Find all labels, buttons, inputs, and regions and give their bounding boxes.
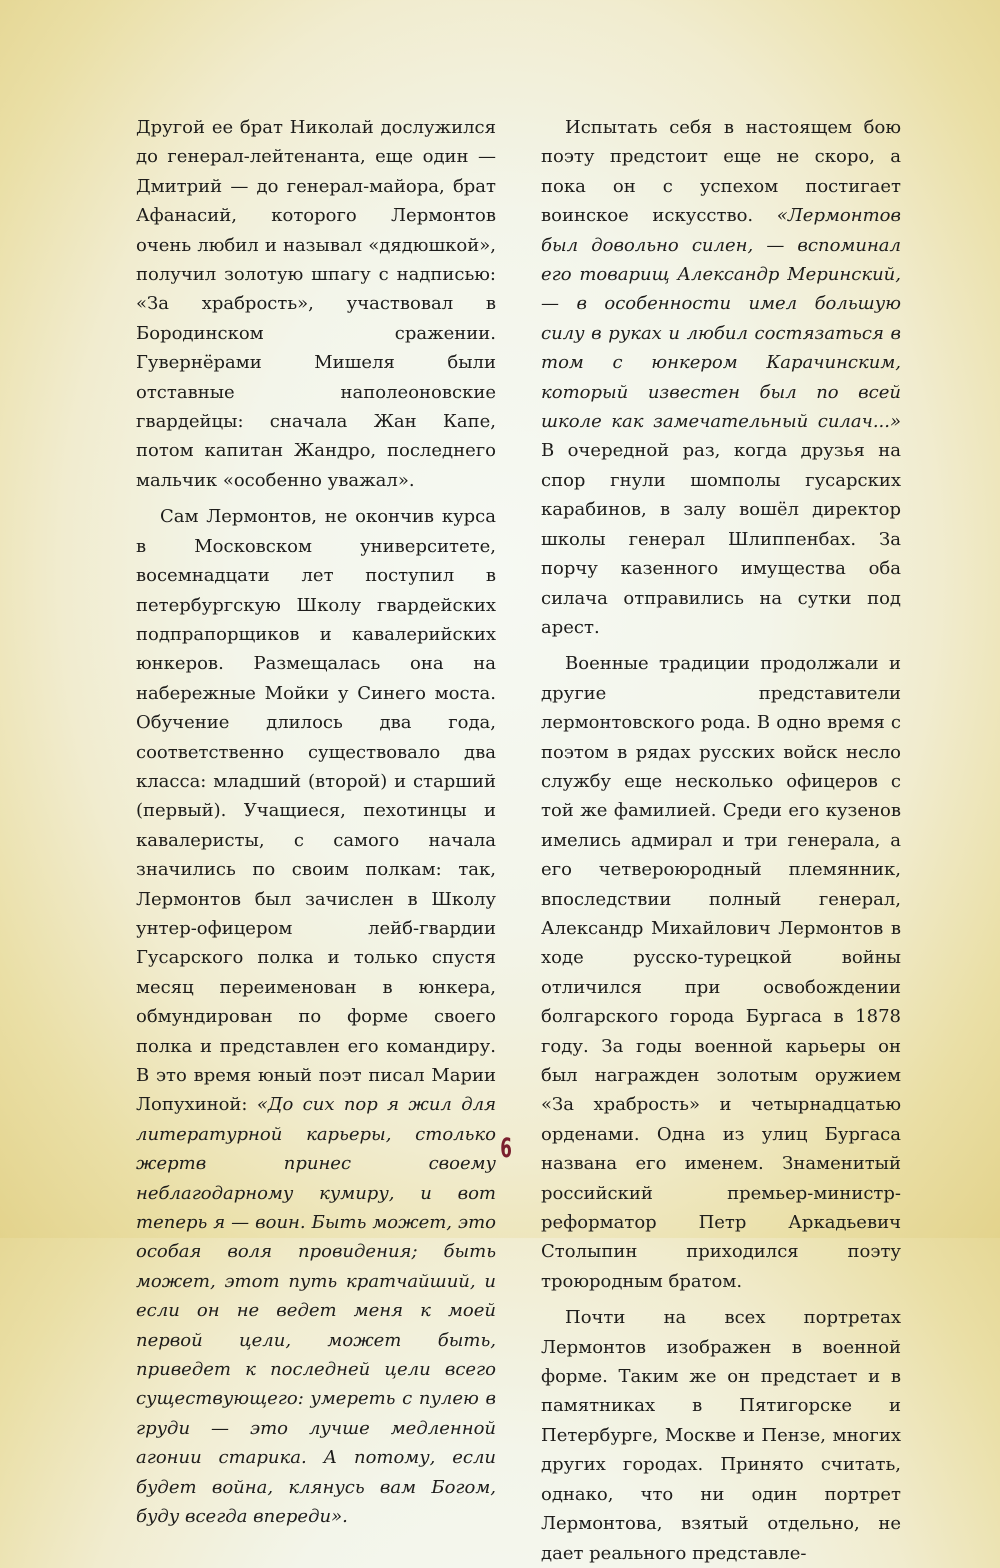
left-column	[136, 113, 496, 1532]
right-paragraph-1-end: В очередной раз, когда друзья на спор гнули шомполы гусарских карабинов, в залу вошёл директор школы генерал Шлиппенбах. За порчу казенного имущества оба силача отправились на сутки под арест.	[541, 440, 901, 638]
left-paragraph-1: Другой ее брат Николай дослужился до генерал-лейтенанта, еще один — Дмитрий — до генерал-майора, брат Афанасий, которого Лермонтов очень любил и называл «дядюшкой», получил золотую шпагу с надписью: «За храбрость», участвовал в Бородинском сражении. Гувернёрами Мишеля были отставные наполеоновские гвардейцы: сначала Жан Капе, потом капитан Жандро, последнего мальчик «особенно уважал».	[136, 117, 496, 491]
page-number: 6	[500, 1133, 512, 1164]
left-paragraph-2	[136, 502, 496, 1531]
right-paragraph-3: Почти на всех портретах Лермонтов изображен в военной форме. Таким же он предстает и в памятниках в Пятигорске и Петербурге, Москве и Пензе, многих других городах. Принято считать, однако, что ни один портрет Лермонтова, взятый отдельно, не дает реального представле-	[541, 1307, 901, 1564]
lopukhina-letter-quote: «До сих пор я жил для литературной карьеры, столько жертв принес своему неблагодарному кумиру, и вот теперь я — воин. Быть может, это особая воля провидения; быть может, этот путь кратчайший, и если он не ведет меня к моей первой цели, может быть, приведет к последней цели всего существующего: умереть с пулею в груди — это лучше медленной агонии старика. А потому, если будет война, клянусь вам Богом, буду всегда впереди».	[136, 1094, 496, 1528]
right-paragraph-2: Военные традиции продолжали и другие представители лермонтовского рода. В одно время с поэтом в рядах русских войск несло службу еще несколько офицеров с той же фамилией. Среди его кузенов имелись адмирал и три генерала, а его четвероюродный племянник, впоследствии полный генерал, Александр Михайлович Лермонтов в ходе русско-турецкой войны отличился при освобождении болгарского города Бургаса в 1878 году. За годы военной карьеры он был награжден золотым оружием «За храбрость» и четырнадцатью орденами. Одна из улиц Бургаса названа его именем. Знаменитый российский премьер-министр-реформатор Петр Аркадьевич Столыпин приходился поэту троюродным братом.	[541, 653, 901, 1292]
right-column	[541, 113, 901, 1568]
right-paragraph-1-start: Испытать себя в настоящем бою поэту предстоит еще не скоро, а пока он с успехом постигает воинское искусство.	[541, 117, 901, 227]
right-paragraph-1	[541, 113, 901, 642]
left-paragraph-2-text: Сам Лермонтов, не окончив курса в Московском университете, восемнадцати лет поступил в петербургскую Школу гвардейских подпрапорщиков и кавалерийских юнкеров. Размещалась она на набережные Мойки у Синего моста. Обучение длилось два года, соответственно существовало два класса: младший (второй) и старший (первый). Учащиеся, пехотинцы и кавалеристы, с самого начала значились по своим полкам: так, Лермонтов был зачислен в Школу унтер-офицером лейб-гвардии Гусарского полка и только спустя месяц переименован в юнкера, обмундирован по форме своего полка и представлен его командиру. В это время юный поэт писал Марии Лопухиной:	[136, 506, 496, 1116]
merinsky-quote: «Лермонтов был довольно силен, — вспоминал его товарищ Александр Меринский, — в особенности имел большую силу в руках и любил состязаться в том с юнкером Карачинским, который известен был по всей школе как замечательный силач...»	[541, 205, 901, 433]
